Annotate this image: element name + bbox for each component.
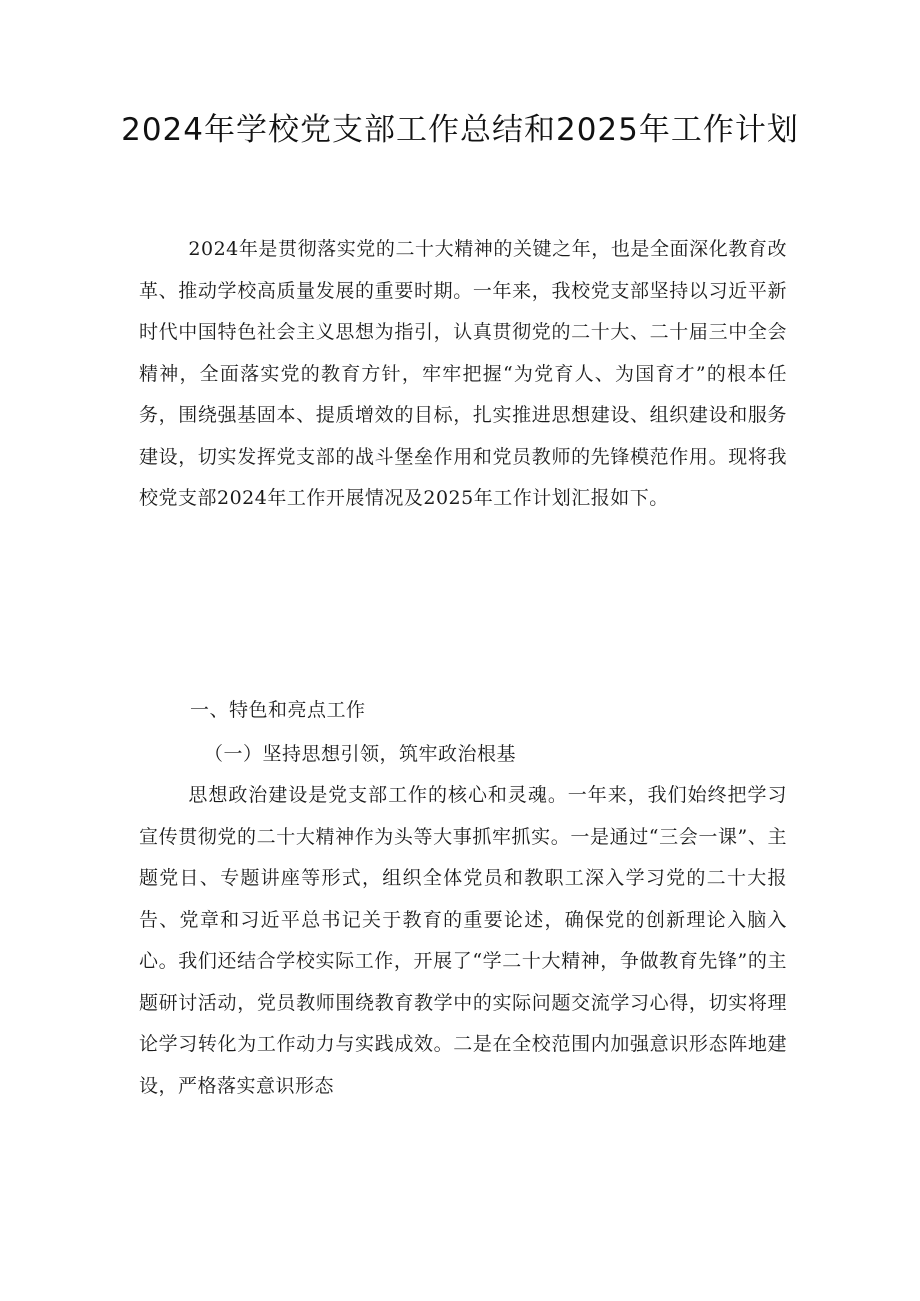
intro-paragraph: 2024年是贯彻落实党的二十大精神的关键之年，也是全面深化教育改革、推动学校高质量发展的重要时期。一年来，我校党支部坚持以习近平新时代中国特色社会主义思想为指引，认真贯彻党的二十大、二十届三中全会精神，全面落实党的教育方针，牢牢把握“为党育人、为国育才”的根本任务，围绕强基固本、提质增效的目标，扎实推进思想建设、组织建设和服务建设，切实发挥党支部的战斗堡垒作用和党员教师的先锋模范作用。现将我校党支部2024年工作开展情况及2025年工作计划汇报如下。: [139, 238, 787, 509]
body-paragraph: 思想政治建设是党支部工作的核心和灵魂。一年来，我们始终把学习宣传贯彻党的二十大精神作为头等大事抓牢抓实。一是通过“三会一课”、主题党日、专题讲座等形式，组织全体党员和教职工深入学习党的二十大报告、党章和习近平总书记关于教育的重要论述，确保党的创新理论入脑入心。我们还结合学校实际工作，开展了“学二十大精神，争做教育先锋”的主题研讨活动，党员教师围绕教育教学中的实际问题交流学习心得，切实将理论学习转化为工作动力与实践成效。二是在全校范围内加强意识形态阵地建设，严格落实意识形态: [139, 784, 787, 1097]
section-heading: 一、特色和亮点工作: [190, 699, 366, 721]
document-title: 2024年学校党支部工作总结和2025年工作计划: [121, 112, 799, 148]
subsection-heading: （一）坚持思想引领，筑牢政治根基: [204, 743, 517, 765]
